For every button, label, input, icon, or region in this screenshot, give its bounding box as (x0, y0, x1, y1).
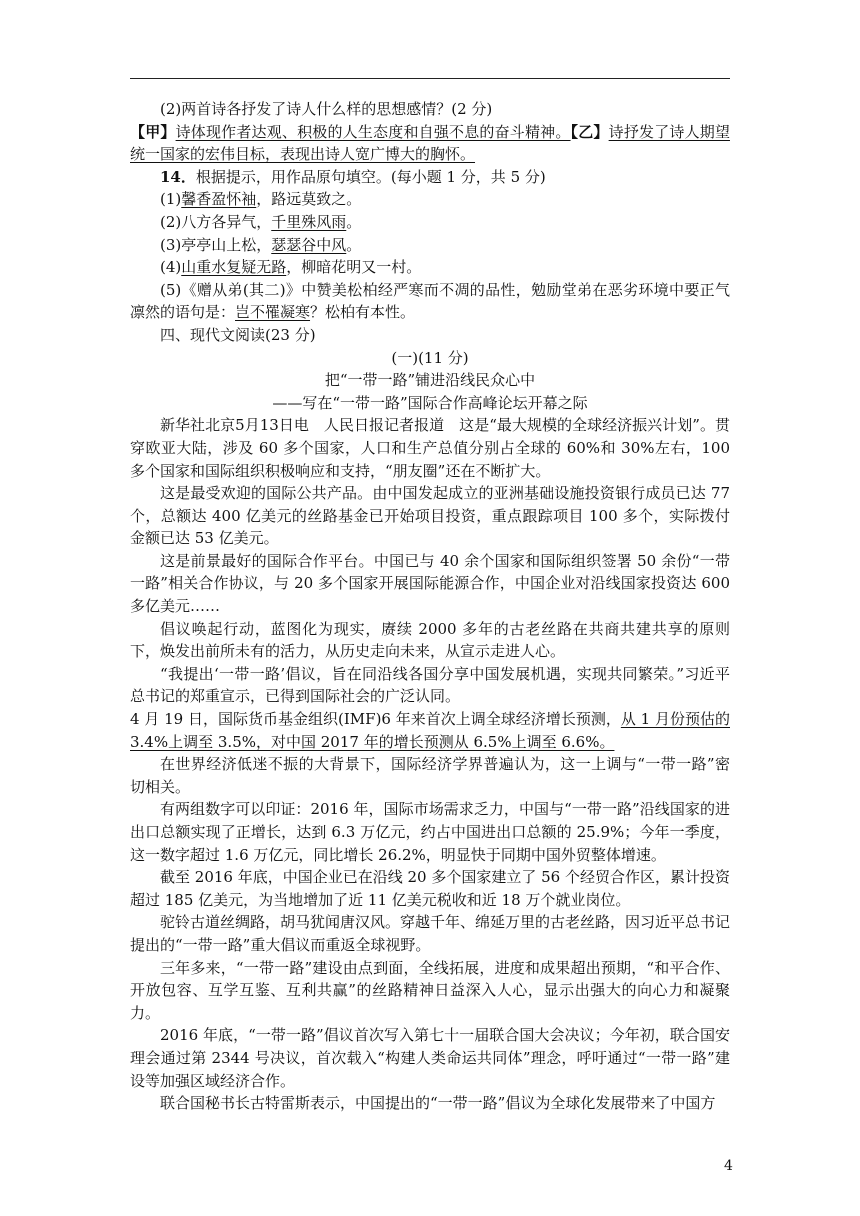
paragraph: 三年多来，“一带一路”建设由点到面，全线拓展，进度和成果超出预期，“和平合作、开放包容、互学互鉴、互利共赢”的丝路精神日益深入人心，显示出强大的向心力和凝聚力。 (130, 958, 730, 1022)
paragraph: 驼铃古道丝绸路，胡马犹闻唐汉风。穿越千年、绵延万里的古老丝路，因习近平总书记提出的“一带一路”重大倡议而重返全球视野。 (130, 913, 731, 954)
header-rule (130, 78, 730, 79)
paragraph: 截至 2016 年底，中国企业已在沿线 20 多个国家建立了 56 个经贸合作区，累计投资超过 185 亿美元，为当地增加了近 11 亿美元税收和近 18 万个就业岗位。 (130, 868, 730, 909)
section-heading: 四、现代文阅读(23 分) (160, 325, 316, 344)
q14-item-5: (5)《赠从弟(其二)》中赞美松柏经严寒而不凋的品性，勉励堂弟在恶劣环境中要正气凛然的语句是：岂不罹凝寒？松柏有本性。 (130, 280, 730, 322)
q14-item-1: (1)馨香盈怀袖，路远莫致之。 (160, 190, 362, 209)
q14-prompt: 14．根据提示，用作品原句填空。(每小题 1 分，共 5 分) (160, 167, 546, 186)
q2-question: (2)两首诗各抒发了诗人什么样的思想感情？(2 分) (160, 100, 493, 118)
paragraph: 有两组数字可以印证：2016 年，国际市场需求乏力，中国与“一带一路”沿线国家的进出口总额实现了正增长，达到 6.3 万亿元，约占中国进出口总额的 25.9%；今年一季度，这一数字超过 1.6 万亿元，同比增长 26.2%，明显快于同期中国外贸整体增速。 (130, 800, 730, 864)
passage-title: 把“一带一路”铺进沿线民众心中 (324, 371, 536, 390)
passage-subtitle: ——写在“一带一路”国际合作高峰论坛开幕之际 (272, 393, 588, 412)
paragraph: 这是最受欢迎的国际公共产品。由中国发起成立的亚洲基础设施投资银行成员已达 77 个，总额达 400 亿美元的丝路基金已开始项目投资，重点跟踪项目 100 多个，实际拨付金额已达 53 亿美元。 (130, 484, 730, 548)
paragraph: 在世界经济低迷不振的大背景下，国际经济学界普遍认为，这一上调与“一带一路”密切相关。 (130, 755, 730, 796)
paragraph: 4 月 19 日，国际货币基金组织(IMF)6 年来首次上调全球经济增长预测，从 1 月份预估的 3.4%上调至 3.5%，对中国 2017 年的增长预测从 6.5%上调至 6.6%。 (130, 710, 730, 751)
q14-item-2: (2)八方各异气，千里殊风雨。 (160, 212, 362, 231)
paragraph: 倡议唤起行动，蓝图化为现实，赓续 2000 多年的古老丝路在共商共建共享的原则下，焕发出前所未有的活力，从历史走向未来，从宣示走进人心。 (130, 619, 730, 661)
page-content (130, 98, 730, 1115)
page-number: 4 (724, 1158, 733, 1174)
q14-item-4: (4)山重水复疑无路，柳暗花明又一村。 (160, 258, 422, 277)
paragraph: “我提出‘一带一路’倡议，旨在同沿线各国分享中国发展机遇，实现共同繁荣。”习近平总书记的郑重宣示，已得到国际社会的广泛认同。 (130, 664, 730, 706)
paragraph: 2016 年底，“一带一路”倡议首次写入第七十一届联合国大会决议；今年初，联合国安理会通过第 2344 号决议，首次载入“构建人类命运共同体”理念，呼吁通过“一带一路”建设等加强区域经济合作。 (130, 1026, 730, 1090)
q2-answer: 【甲】诗体现作者达观、积极的人生态度和自强不息的奋斗精神。【乙】诗抒发了诗人期望统一国家的宏伟目标，表现出诗人宽广博大的胸怀。 (130, 122, 730, 164)
passage-part: (一)(11 分) (391, 348, 469, 367)
paragraph: 新华社北京5月13日电 人民日报记者报道 这是“最大规模的全球经济振兴计划”。贯穿欧亚大陆，涉及 60 多个国家，人口和生产总值分别占全球的 60%和 30%左右，100 多个国家和国际组织积极响应和支持，“朋友圈”还在不断扩大。 (130, 416, 730, 480)
q14-item-3: (3)亭亭山上松，瑟瑟谷中风。 (160, 235, 362, 254)
paragraph: 这是前景最好的国际合作平台。中国已与 40 余个国家和国际组织签署 50 余份“一带一路”相关合作协议，与 20 多个国家开展国际能源合作，中国企业对沿线国家投资达 600 多亿美元…… (130, 551, 730, 616)
paragraph: 联合国秘书长古特雷斯表示，中国提出的“一带一路”倡议为全球化发展带来了中国方 (160, 1094, 716, 1113)
